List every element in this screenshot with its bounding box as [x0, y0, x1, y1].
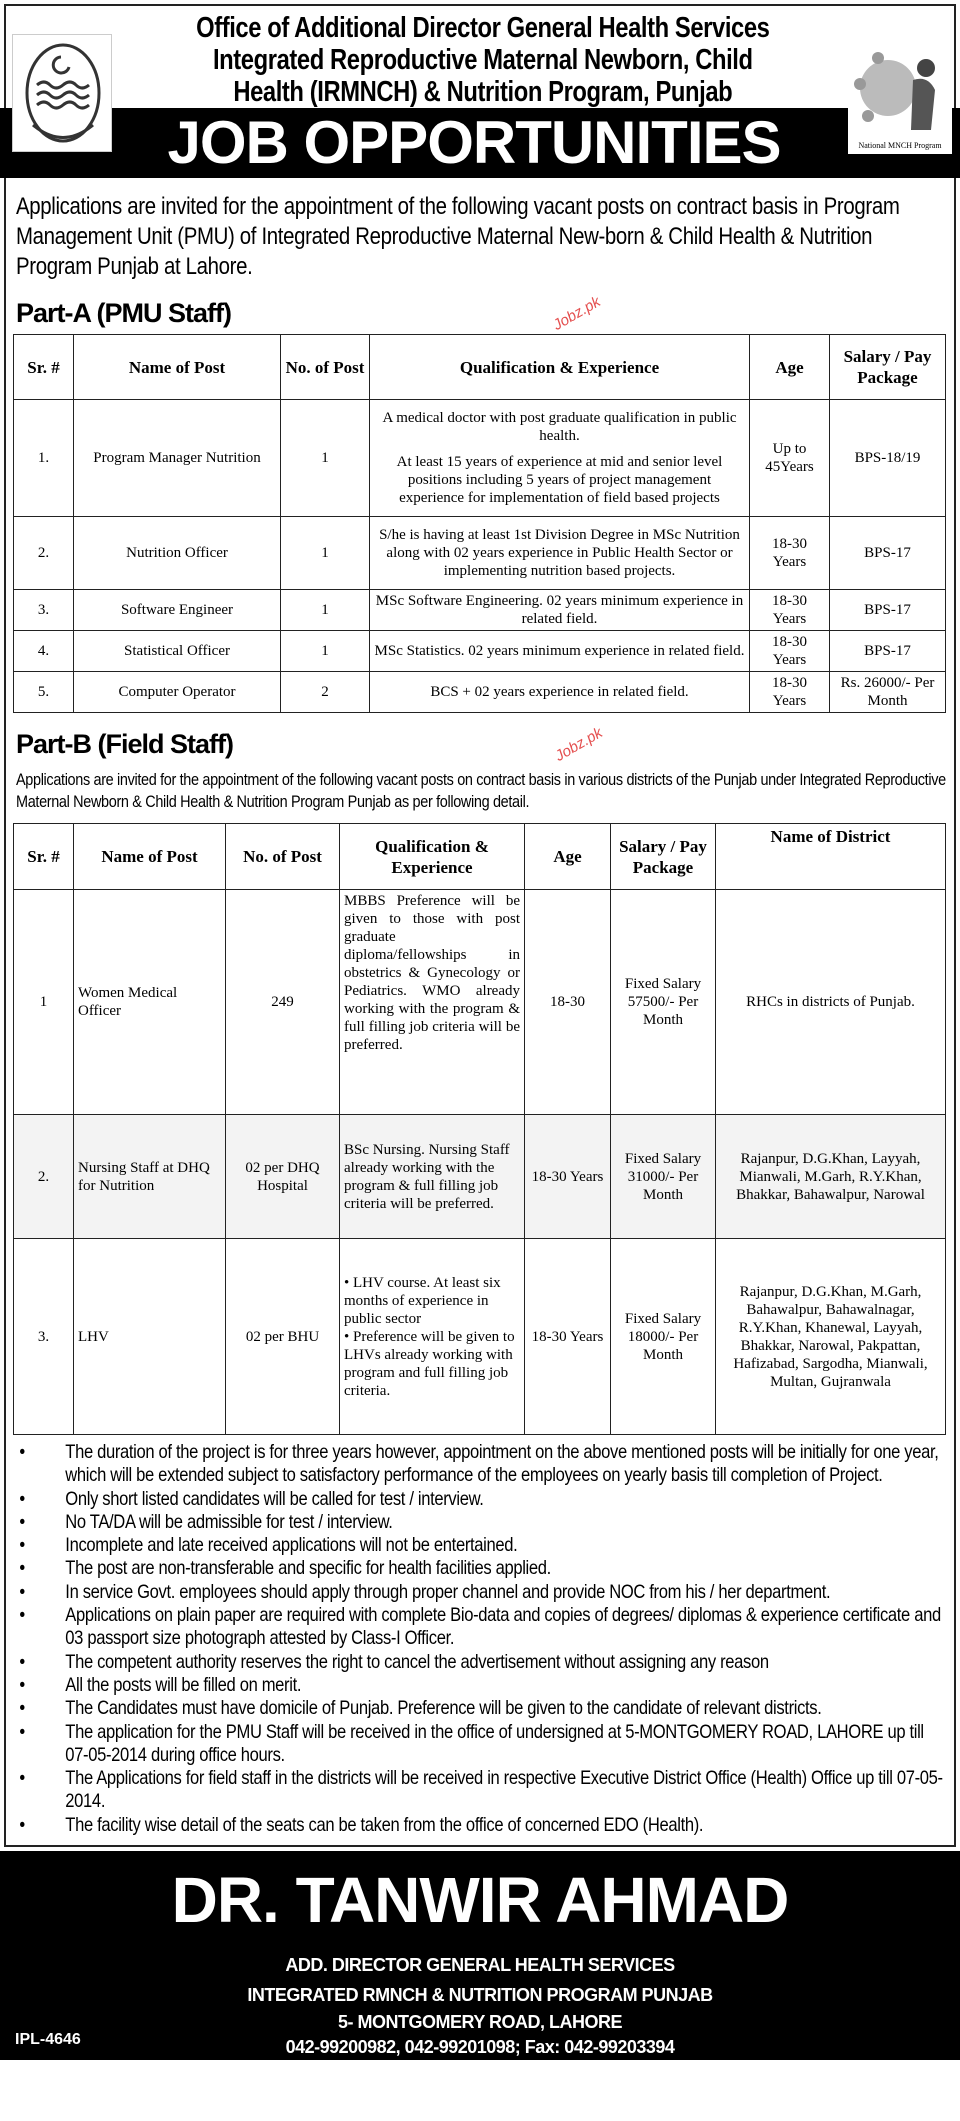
- title-line: Health (IRMNCH) & Nutrition Program, Punjab: [233, 76, 733, 108]
- salary-cell: Fixed Salary 31000/- Per Month: [611, 1115, 716, 1239]
- bullet-icon: •: [19, 1510, 25, 1533]
- list-item: [16, 1557, 948, 1580]
- table-row: [14, 517, 946, 590]
- count-cell: 1: [281, 590, 370, 631]
- bullet-icon: •: [19, 1697, 25, 1720]
- contact-numbers: 042-99200982, 042-99201098; Fax: 042-99203394: [285, 2037, 675, 2058]
- signatory-designation: ADD. DIRECTOR GENERAL HEALTH SERVICES: [285, 1955, 675, 1976]
- sr-cell: 3.: [14, 1239, 74, 1435]
- national-mnch-program-logo: [848, 42, 952, 154]
- list-item: [16, 1721, 948, 1768]
- salary-cell: Rs. 26000/- Per Month: [830, 672, 946, 713]
- qualification-cell: S/he is having at least 1st Division Degree in MSc Nutrition along with 02 years experience in Public Health Sector or implementing nutrition based projects.: [370, 517, 750, 590]
- bullet-icon: •: [19, 1580, 25, 1603]
- term-text: The competent authority reserves the right to cancel the advertisement without assigning any reason: [65, 1650, 769, 1673]
- count-cell: 02 per DHQ Hospital: [226, 1115, 340, 1239]
- column-header: Sr. #: [14, 824, 74, 890]
- bullet-icon: •: [19, 1650, 25, 1673]
- bullet-icon: •: [19, 1604, 25, 1627]
- count-cell: 1: [281, 400, 370, 517]
- list-item: [16, 1581, 948, 1604]
- title-line: Office of Additional Director General Health Services: [196, 12, 770, 44]
- column-header: Name of District: [716, 824, 946, 890]
- punjab-emblem-logo: [12, 34, 112, 152]
- field-staff-table: [13, 823, 946, 1435]
- preference-text: • Preference will be given to LHVs already working with program and full filling job criteria.: [344, 1328, 515, 1399]
- count-cell: 02 per BHU: [226, 1239, 340, 1435]
- table-row: [14, 1239, 946, 1435]
- list-item: [16, 1604, 948, 1651]
- advertisement-page: [4, 4, 956, 1847]
- table-header-row: [14, 824, 946, 890]
- column-header: Salary / Pay Package: [830, 335, 946, 400]
- district-cell: Rajanpur, D.G.Khan, Layyah, Mianwali, M.Garh, R.Y.Khan, Bhakkar, Bahawalpur, Narowal: [716, 1115, 946, 1239]
- term-text: Only short listed candidates will be called for test / interview.: [65, 1487, 484, 1510]
- term-text: All the posts will be filled on merit.: [65, 1673, 302, 1696]
- bullet-icon: •: [19, 1813, 25, 1836]
- term-text: No TA/DA will be admissible for test / interview.: [65, 1510, 393, 1533]
- term-text: The facility wise detail of the seats can be taken from the office of concerned EDO (Health).: [65, 1813, 704, 1836]
- column-header: No. of Post: [281, 335, 370, 400]
- table-row: [14, 590, 946, 631]
- post-cell: LHV: [74, 1239, 226, 1435]
- column-header: No. of Post: [226, 824, 340, 890]
- qualification-cell: BCS + 02 years experience in related field.: [370, 672, 750, 713]
- column-header: Name of Post: [74, 824, 226, 890]
- office-address: 5- MONTGOMERY ROAD, LAHORE: [337, 2012, 623, 2033]
- table-row: [14, 400, 946, 517]
- sr-cell: 1: [14, 890, 74, 1115]
- qualification-cell: MSc Software Engineering. 02 years minimum experience in related field.: [370, 590, 750, 631]
- list-item: [16, 1511, 948, 1534]
- post-cell: Nursing Staff at DHQ for Nutrition: [74, 1115, 226, 1239]
- term-text: The post are non-transferable and specific for health facilities applied.: [65, 1557, 551, 1580]
- list-item: [16, 1767, 948, 1814]
- qualification-cell: MBBS Preference will be given to those with post graduate diploma/fellowships in obstetrics & Gynecology or Pediatrics. WMO already working with the program & full filling job criteria will be preferred.: [340, 890, 525, 1115]
- experience-text: At least 15 years of experience at mid and senior level positions including 5 years of project management experience for implementation of field based projects: [396, 454, 723, 506]
- salary-cell: BPS-17: [830, 590, 946, 631]
- table-row: [14, 890, 946, 1115]
- qualification-text: • LHV course. At least six months of experience in public sector: [344, 1274, 501, 1327]
- post-cell: Program Manager Nutrition: [74, 400, 281, 517]
- job-opportunities-banner: JOB OPPORTUNITIES: [167, 109, 781, 176]
- list-item: [16, 1651, 948, 1674]
- qualification-cell: BSc Nursing. Nursing Staff already working with the program & full filling job criteria will be preferred.: [340, 1115, 525, 1239]
- part-b-intro: Applications are invited for the appointment of the following vacant posts on contract basis in various districts of the Punjab under Integrated Reproductive Maternal Newborn & Child Health & Nutrition Program Punjab as per following detail.: [16, 770, 946, 811]
- count-cell: 1: [281, 631, 370, 672]
- watermark-text: Jobz.pk: [552, 723, 606, 765]
- district-cell: RHCs in districts of Punjab.: [716, 890, 946, 1115]
- intro-paragraph: Applications are invited for the appointment of the following vacant posts on contract basis in Program Management Unit (PMU) of Integrated Reproductive Maternal New-born & Child Health & Nutrition Program Punjab at Lahore.: [16, 193, 900, 280]
- part-b-heading: Part-B (Field Staff): [16, 728, 234, 759]
- title-line: Integrated Reproductive Maternal Newborn, Child: [212, 44, 753, 76]
- list-item: [16, 1697, 948, 1720]
- count-cell: 1: [281, 517, 370, 590]
- salary-cell: Fixed Salary 57500/- Per Month: [611, 890, 716, 1115]
- term-text: The application for the PMU Staff will be received in the office of undersigned at 5-MONTGOMERY ROAD, LAHORE up till 07-05-2014 during office hours.: [65, 1720, 924, 1766]
- sr-cell: 1.: [14, 400, 74, 517]
- sr-cell: 4.: [14, 631, 74, 672]
- count-cell: 249: [226, 890, 340, 1115]
- age-cell: 18-30: [525, 890, 611, 1115]
- term-text: In service Govt. employees should apply through proper channel and provide NOC from his / her department.: [65, 1580, 831, 1603]
- watermark-text: Jobz.pk: [550, 292, 604, 334]
- bullet-icon: •: [19, 1673, 25, 1696]
- program-name: INTEGRATED RMNCH & NUTRITION PROGRAM PUNJAB: [247, 1985, 713, 2006]
- signatory-name: DR. TANWIR AHMAD: [171, 1864, 789, 1937]
- signature-footer: [0, 1851, 960, 2060]
- post-cell: Nutrition Officer: [74, 517, 281, 590]
- qualification-cell: [340, 1239, 525, 1435]
- count-cell: 2: [281, 672, 370, 713]
- column-header: Name of Post: [74, 335, 281, 400]
- post-cell: Women Medical Officer: [74, 890, 226, 1115]
- banner-band: [0, 108, 960, 178]
- post-cell: Computer Operator: [74, 672, 281, 713]
- terms-list: [16, 1441, 948, 1837]
- office-title: [122, 12, 844, 108]
- sr-cell: 2.: [14, 1115, 74, 1239]
- bullet-icon: •: [19, 1557, 25, 1580]
- ad-reference: IPL-4646: [15, 2031, 81, 2049]
- age-cell: 18-30 Years: [750, 672, 830, 713]
- age-cell: Up to 45Years: [750, 400, 830, 517]
- qualification-cell: [370, 400, 750, 517]
- salary-cell: BPS-17: [830, 631, 946, 672]
- term-text: Incomplete and late received applications will not be entertained.: [65, 1534, 518, 1557]
- column-header: Age: [525, 824, 611, 890]
- age-cell: 18-30 Years: [750, 517, 830, 590]
- column-header: Age: [750, 335, 830, 400]
- sr-cell: 3.: [14, 590, 74, 631]
- salary-cell: BPS-17: [830, 517, 946, 590]
- qualification-cell: MSc Statistics. 02 years minimum experience in related field.: [370, 631, 750, 672]
- list-item: [16, 1534, 948, 1557]
- bullet-icon: •: [19, 1534, 25, 1557]
- post-cell: Software Engineer: [74, 590, 281, 631]
- list-item: [16, 1441, 948, 1488]
- bullet-icon: •: [19, 1720, 25, 1743]
- bullet-icon: •: [19, 1487, 25, 1510]
- mnch-logo-caption: National MNCH Program: [858, 141, 942, 150]
- part-b-heading-row: [16, 723, 954, 765]
- age-cell: 18-30 Years: [525, 1115, 611, 1239]
- table-row: [14, 672, 946, 713]
- list-item: [16, 1814, 948, 1837]
- column-header: Sr. #: [14, 335, 74, 400]
- term-text: The Candidates must have domicile of Punjab. Preference will be given to the candidate of relevant districts.: [65, 1697, 822, 1720]
- term-text: The Applications for field staff in the districts will be received in respective Executive District Office (Health) Office up till 07-05-2014.: [65, 1767, 943, 1813]
- column-header: Salary / Pay Package: [611, 824, 716, 890]
- table-row: [14, 631, 946, 672]
- age-cell: 18-30 Years: [525, 1239, 611, 1435]
- bullet-icon: •: [19, 1767, 25, 1790]
- sr-cell: 5.: [14, 672, 74, 713]
- column-header: Qualification & Experience: [370, 335, 750, 400]
- salary-cell: BPS-18/19: [830, 400, 946, 517]
- term-text: The duration of the project is for three years however, appointment on the above mentioned posts will be initially for one year, which will be extended subject to satisfactory performance of the employees on yearly basis till completion of Project.: [65, 1441, 939, 1487]
- list-item: [16, 1674, 948, 1697]
- qualification-text: A medical doctor with post graduate qualification in public health.: [382, 410, 737, 444]
- age-cell: 18-30 Years: [750, 590, 830, 631]
- column-header: Qualification & Experience: [340, 824, 525, 890]
- district-cell: Rajanpur, D.G.Khan, M.Garh, Bahawalpur, Bahawalnagar, R.Y.Khan, Khanewal, Layyah, Bhakkar, Narowal, Pakpattan, Hafizabad, Sargodha, Mianwali, Multan, Gujranwala: [716, 1239, 946, 1435]
- part-a-heading: Part-A (PMU Staff): [16, 297, 231, 328]
- age-cell: 18-30 Years: [750, 631, 830, 672]
- sr-cell: 2.: [14, 517, 74, 590]
- bullet-icon: •: [19, 1441, 25, 1463]
- table-header-row: [14, 335, 946, 400]
- post-cell: Statistical Officer: [74, 631, 281, 672]
- header: [6, 6, 954, 184]
- list-item: [16, 1488, 948, 1511]
- part-a-heading-row: [16, 292, 954, 334]
- term-text: Applications on plain paper are required with complete Bio-data and copies of degrees/ diplomas & experience certificate and 03 passport size photograph attested by Class-I Officer.: [65, 1604, 941, 1650]
- table-row: [14, 1115, 946, 1239]
- salary-cell: Fixed Salary 18000/- Per Month: [611, 1239, 716, 1435]
- pmu-staff-table: [13, 334, 946, 713]
